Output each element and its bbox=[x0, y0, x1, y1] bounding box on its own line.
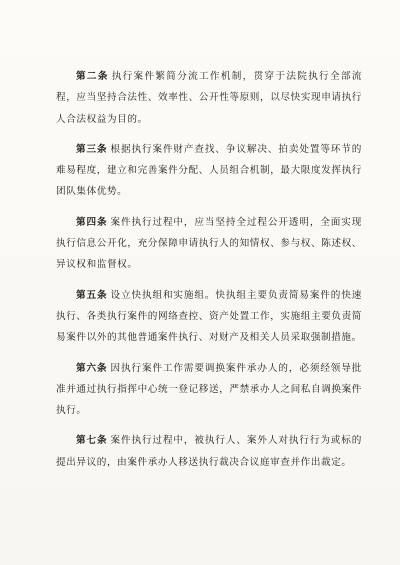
article-number: 第五条 bbox=[76, 289, 108, 301]
article-text: 案件执行过程中，被执行人、案外人对执行行为或标的提出异议的，由案件承办人移送执行裁决合议庭审查并作出裁定。 bbox=[56, 435, 362, 468]
article-5 bbox=[56, 285, 362, 349]
document-body bbox=[56, 66, 362, 482]
article-text: 执行案件繁简分流工作机制，贯穿于法院执行全部流程，应当坚持合法性、效率性、公开性等原则，以尽快实现申请执行人合法权益为目的。 bbox=[56, 71, 362, 125]
article-text: 因执行案件工作需要调换案件承办人的，必须经领导批准并通过执行指挥中心统一登记移送，严禁承办人之间私自调换案件执行。 bbox=[56, 362, 362, 417]
article-text: 设立快执组和实施组。快执组主要负责简易案件的快速执行、各类执行案件的网络查控、资产处置工作，实施组主要负责简易案件以外的其他普通案件执行、对财产及相关人员采取强制措施。 bbox=[56, 289, 362, 344]
article-number: 第七条 bbox=[76, 435, 108, 447]
article-number: 第六条 bbox=[76, 362, 108, 374]
article-number: 第三条 bbox=[76, 143, 108, 155]
article-7 bbox=[56, 430, 362, 473]
article-number: 第二条 bbox=[76, 71, 109, 82]
article-2 bbox=[56, 66, 362, 130]
article-3 bbox=[56, 139, 362, 203]
article-number: 第四条 bbox=[76, 216, 108, 228]
article-text: 案件执行过程中，应当坚持全过程公开透明，全面实现执行信息公开化，充分保障申请执行人的知情权、参与权、陈述权、异议权和监督权。 bbox=[56, 216, 362, 271]
article-text: 根据执行案件财产查找、争议解决、拍卖处置等环节的难易程度，建立和完善案件分配、人员组合机制，最大限度发挥执行团队集体优势。 bbox=[56, 143, 362, 198]
article-6 bbox=[56, 358, 362, 422]
article-4 bbox=[56, 212, 362, 276]
